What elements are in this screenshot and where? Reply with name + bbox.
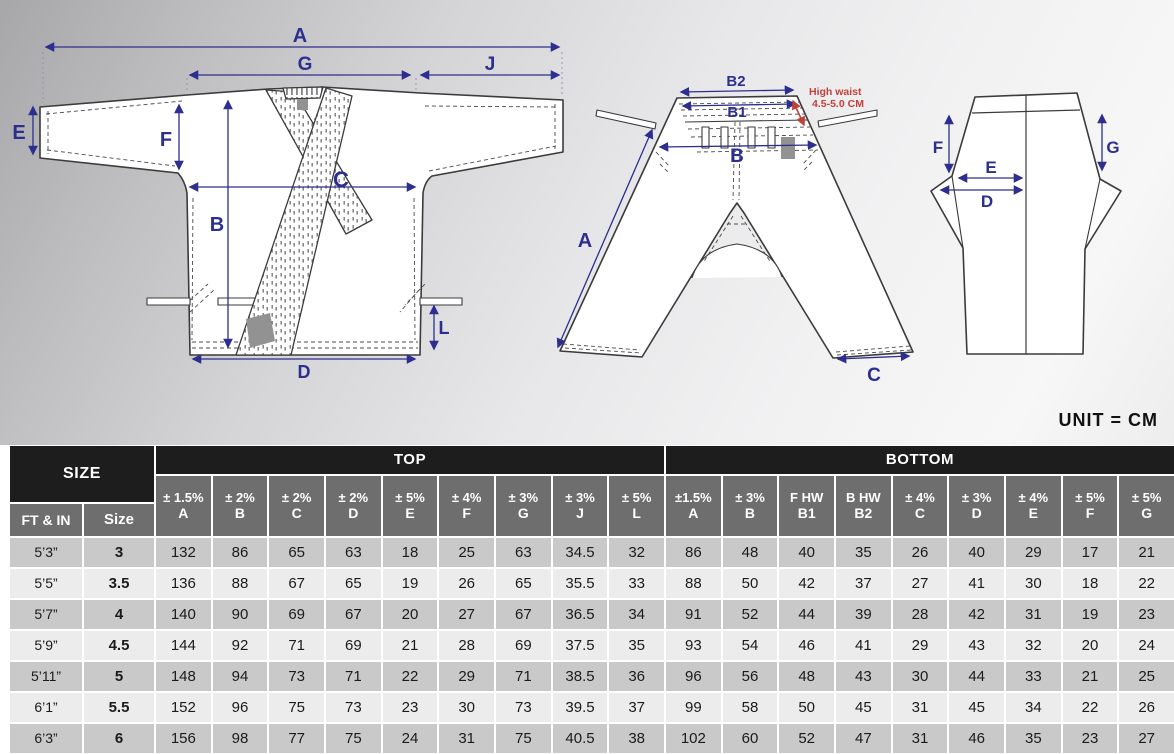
row-2-bottom-B1: 44 [779, 600, 834, 629]
pants-side-label-F: F [932, 138, 944, 157]
row-0-bottom-D: 40 [949, 538, 1004, 567]
row-0-bottom-B: 48 [723, 538, 778, 567]
row-4-ft-in: 5’11” [10, 662, 82, 691]
row-5-bottom-A: 99 [666, 693, 721, 722]
row-2-top-L: 34 [609, 600, 664, 629]
column-header-bottom-G: ± 5% G [1119, 476, 1174, 536]
jacket-label-L: L [438, 318, 450, 338]
row-5-bottom-B1: 50 [779, 693, 834, 722]
row-5-top-C: 75 [269, 693, 324, 722]
row-4-bottom-C: 30 [893, 662, 948, 691]
row-0-bottom-F: 17 [1063, 538, 1118, 567]
row-3-top-J: 37.5 [553, 631, 608, 660]
row-1-top-G: 65 [496, 569, 551, 598]
row-5-top-F: 30 [439, 693, 494, 722]
belt-tie-right [420, 298, 462, 305]
row-6-top-D: 75 [326, 724, 381, 753]
row-4-top-F: 29 [439, 662, 494, 691]
row-5-bottom-B2: 45 [836, 693, 891, 722]
column-header-top-A: ± 1.5% A [156, 476, 211, 536]
row-1-bottom-B: 50 [723, 569, 778, 598]
row-3-bottom-E: 32 [1006, 631, 1061, 660]
jacket-label-B: B [209, 214, 225, 236]
jacket-collar-strip [283, 87, 323, 99]
row-6-top-F: 31 [439, 724, 494, 753]
jacket-label-F: F [159, 129, 173, 151]
row-2-bottom-B2: 39 [836, 600, 891, 629]
column-header-size: Size [84, 504, 154, 536]
jacket-label-E: E [12, 122, 26, 144]
belt-loop [768, 127, 775, 148]
pants-patch [781, 137, 795, 159]
row-3-bottom-G: 24 [1119, 631, 1174, 660]
row-6-bottom-B2: 47 [836, 724, 891, 753]
row-2-ft-in: 5’7” [10, 600, 82, 629]
row-6-bottom-D: 46 [949, 724, 1004, 753]
pants-side-label-G: G [1106, 138, 1120, 157]
jacket-label-A: A [292, 25, 308, 47]
column-header-bottom-B: ± 3% B [723, 476, 778, 536]
row-3-size: 4.5 [84, 631, 154, 660]
row-4-top-C: 73 [269, 662, 324, 691]
row-1-bottom-E: 30 [1006, 569, 1061, 598]
row-4-top-B: 94 [213, 662, 268, 691]
belt-loop [702, 127, 709, 148]
row-4-bottom-F: 21 [1063, 662, 1118, 691]
pants-side-label-D: D [980, 192, 994, 211]
row-4-top-A: 148 [156, 662, 211, 691]
row-6-bottom-G: 27 [1119, 724, 1174, 753]
high-waist-note-line1: High waist [809, 86, 862, 98]
row-2-top-G: 67 [496, 600, 551, 629]
row-4-size: 5 [84, 662, 154, 691]
row-1-bottom-B1: 42 [779, 569, 834, 598]
row-4-top-G: 71 [496, 662, 551, 691]
row-1-top-F: 26 [439, 569, 494, 598]
row-0-bottom-C: 26 [893, 538, 948, 567]
row-3-ft-in: 5’9” [10, 631, 82, 660]
row-0-top-E: 18 [383, 538, 438, 567]
row-2-bottom-E: 31 [1006, 600, 1061, 629]
row-3-top-E: 21 [383, 631, 438, 660]
row-5-top-B: 96 [213, 693, 268, 722]
row-1-bottom-A: 88 [666, 569, 721, 598]
row-0-top-B: 86 [213, 538, 268, 567]
row-2-bottom-G: 23 [1119, 600, 1174, 629]
column-header-top-C: ± 2% C [269, 476, 324, 536]
row-1-top-J: 35.5 [553, 569, 608, 598]
table-group-header-top: TOP [156, 446, 664, 474]
row-3-top-G: 69 [496, 631, 551, 660]
row-3-bottom-B: 54 [723, 631, 778, 660]
pants-front-diagram [558, 73, 913, 386]
column-header-top-B: ± 2% B [213, 476, 268, 536]
belt-loop [748, 127, 755, 148]
row-4-bottom-D: 44 [949, 662, 1004, 691]
pants-front-outline [560, 96, 913, 358]
row-6-bottom-C: 31 [893, 724, 948, 753]
row-5-size: 5.5 [84, 693, 154, 722]
row-2-top-F: 27 [439, 600, 494, 629]
high-waist-note-line2: 4.5-5.0 CM [812, 98, 864, 110]
column-header-bottom-B1: F HW B1 [779, 476, 834, 536]
row-1-bottom-F: 18 [1063, 569, 1118, 598]
row-5-top-L: 37 [609, 693, 664, 722]
row-3-bottom-A: 93 [666, 631, 721, 660]
row-3-bottom-B1: 46 [779, 631, 834, 660]
column-header-top-F: ± 4% F [439, 476, 494, 536]
row-0-top-A: 132 [156, 538, 211, 567]
row-6-bottom-B1: 52 [779, 724, 834, 753]
row-0-top-G: 63 [496, 538, 551, 567]
row-0-bottom-G: 21 [1119, 538, 1174, 567]
row-2-top-E: 20 [383, 600, 438, 629]
row-6-top-A: 156 [156, 724, 211, 753]
unit-label: UNIT = CM [1058, 410, 1158, 430]
row-0-bottom-B2: 35 [836, 538, 891, 567]
row-3-bottom-C: 29 [893, 631, 948, 660]
jacket-diagram [12, 25, 563, 382]
row-4-top-D: 71 [326, 662, 381, 691]
row-1-size: 3.5 [84, 569, 154, 598]
row-2-bottom-F: 19 [1063, 600, 1118, 629]
column-header-bottom-E: ± 4% E [1006, 476, 1061, 536]
row-2-bottom-B: 52 [723, 600, 778, 629]
row-0-top-F: 25 [439, 538, 494, 567]
row-2-bottom-D: 42 [949, 600, 1004, 629]
belt-loop [721, 127, 728, 148]
row-4-bottom-B1: 48 [779, 662, 834, 691]
belt-tie-left [147, 298, 190, 305]
pants-front-label-B2: B2 [726, 73, 746, 90]
row-4-bottom-B2: 43 [836, 662, 891, 691]
row-5-bottom-C: 31 [893, 693, 948, 722]
column-header-bottom-F: ± 5% F [1063, 476, 1118, 536]
row-4-top-J: 38.5 [553, 662, 608, 691]
row-5-top-G: 73 [496, 693, 551, 722]
row-3-top-L: 35 [609, 631, 664, 660]
row-3-top-C: 71 [269, 631, 324, 660]
row-5-top-E: 23 [383, 693, 438, 722]
row-2-size: 4 [84, 600, 154, 629]
row-1-top-D: 65 [326, 569, 381, 598]
column-header-top-D: ± 2% D [326, 476, 381, 536]
column-header-top-E: ± 5% E [383, 476, 438, 536]
jacket-label-G: G [297, 54, 313, 75]
row-5-top-A: 152 [156, 693, 211, 722]
row-0-top-C: 65 [269, 538, 324, 567]
row-3-bottom-D: 43 [949, 631, 1004, 660]
row-6-top-B: 98 [213, 724, 268, 753]
row-4-bottom-B: 56 [723, 662, 778, 691]
row-2-top-J: 36.5 [553, 600, 608, 629]
pants-front-label-B1: B1 [727, 104, 747, 121]
column-header-bottom-B2: B HW B2 [836, 476, 891, 536]
row-6-bottom-E: 35 [1006, 724, 1061, 753]
row-3-bottom-F: 20 [1063, 631, 1118, 660]
drawstring-right [818, 110, 877, 127]
row-1-bottom-D: 41 [949, 569, 1004, 598]
row-6-top-G: 75 [496, 724, 551, 753]
row-5-bottom-D: 45 [949, 693, 1004, 722]
jacket-label-C: C [333, 167, 349, 192]
row-3-bottom-B2: 41 [836, 631, 891, 660]
jacket-label-D: D [297, 362, 311, 382]
row-1-bottom-B2: 37 [836, 569, 891, 598]
row-4-bottom-A: 96 [666, 662, 721, 691]
row-5-ft-in: 6’1” [10, 693, 82, 722]
column-header-bottom-C: ± 4% C [893, 476, 948, 536]
row-0-bottom-A: 86 [666, 538, 721, 567]
row-6-top-J: 40.5 [553, 724, 608, 753]
size-chart-table [10, 446, 1174, 753]
row-0-bottom-E: 29 [1006, 538, 1061, 567]
row-4-bottom-E: 33 [1006, 662, 1061, 691]
row-1-ft-in: 5’5” [10, 569, 82, 598]
row-6-ft-in: 6’3” [10, 724, 82, 753]
drawstring-left [596, 110, 656, 129]
row-0-size: 3 [84, 538, 154, 567]
row-5-bottom-B: 58 [723, 693, 778, 722]
row-1-bottom-C: 27 [893, 569, 948, 598]
row-2-top-A: 140 [156, 600, 211, 629]
pants-front-label-C: C [867, 365, 881, 386]
row-5-bottom-E: 34 [1006, 693, 1061, 722]
column-header-ft-in: FT & IN [10, 504, 82, 536]
column-header-bottom-A: ±1.5% A [666, 476, 721, 536]
row-0-top-D: 63 [326, 538, 381, 567]
jacket-neck-tag [297, 99, 308, 110]
row-3-top-B: 92 [213, 631, 268, 660]
row-4-top-L: 36 [609, 662, 664, 691]
row-1-top-E: 19 [383, 569, 438, 598]
row-6-top-C: 77 [269, 724, 324, 753]
column-header-top-L: ± 5% L [609, 476, 664, 536]
pants-side-label-E: E [985, 158, 997, 177]
row-0-top-L: 32 [609, 538, 664, 567]
row-2-bottom-C: 28 [893, 600, 948, 629]
row-6-bottom-B: 60 [723, 724, 778, 753]
row-5-bottom-F: 22 [1063, 693, 1118, 722]
row-1-top-L: 33 [609, 569, 664, 598]
row-0-bottom-B1: 40 [779, 538, 834, 567]
row-6-bottom-A: 102 [666, 724, 721, 753]
pants-front-label-B: B [730, 146, 744, 167]
row-1-top-A: 136 [156, 569, 211, 598]
row-1-bottom-G: 22 [1119, 569, 1174, 598]
row-5-top-J: 39.5 [553, 693, 608, 722]
row-6-top-L: 38 [609, 724, 664, 753]
row-6-size: 6 [84, 724, 154, 753]
table-group-header-bottom: BOTTOM [666, 446, 1174, 474]
row-4-bottom-G: 25 [1119, 662, 1174, 691]
pants-side-diagram [931, 93, 1121, 354]
row-2-top-C: 69 [269, 600, 324, 629]
row-1-top-B: 88 [213, 569, 268, 598]
row-6-top-E: 24 [383, 724, 438, 753]
row-5-bottom-G: 26 [1119, 693, 1174, 722]
row-6-bottom-F: 23 [1063, 724, 1118, 753]
column-header-top-G: ± 3% G [496, 476, 551, 536]
row-4-top-E: 22 [383, 662, 438, 691]
row-2-top-B: 90 [213, 600, 268, 629]
column-header-top-J: ± 3% J [553, 476, 608, 536]
row-0-top-J: 34.5 [553, 538, 608, 567]
pants-front-label-A: A [577, 230, 593, 252]
jacket-label-J: J [484, 54, 496, 75]
row-0-ft-in: 5’3” [10, 538, 82, 567]
row-3-top-F: 28 [439, 631, 494, 660]
row-3-top-A: 144 [156, 631, 211, 660]
row-1-top-C: 67 [269, 569, 324, 598]
column-header-bottom-D: ± 3% D [949, 476, 1004, 536]
row-2-top-D: 67 [326, 600, 381, 629]
row-2-bottom-A: 91 [666, 600, 721, 629]
table-corner-header: SIZE [10, 446, 154, 502]
row-5-top-D: 73 [326, 693, 381, 722]
row-3-top-D: 69 [326, 631, 381, 660]
